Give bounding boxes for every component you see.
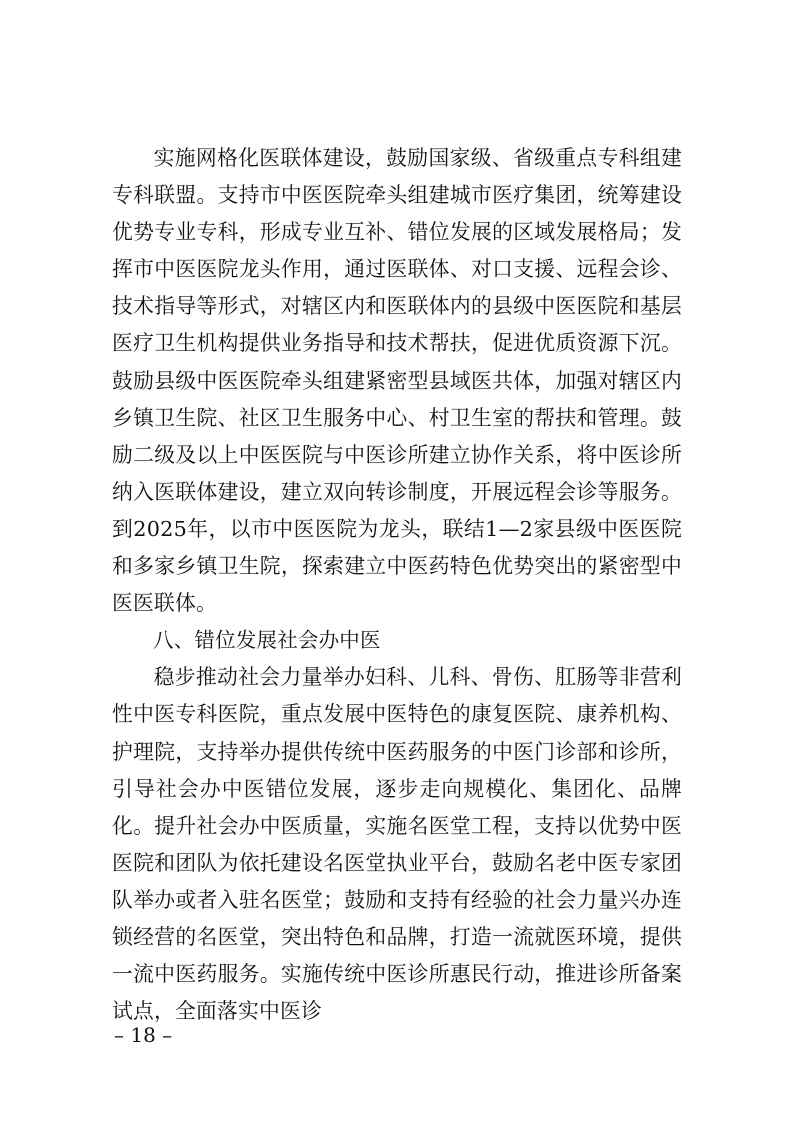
section-heading-social-tcm: 八、错位发展社会办中医 (153, 628, 381, 653)
paragraph-medical-alliance: 实施网格化医联体建设，鼓励国家级、省级重点专科组建专科联盟。支持市中医医院牵头组建城市医疗集团，统筹建设优势专业专科，形成专业互补、错位发展的区域发展格局；发挥市中医医院龙头作用，通过医联体、对口支援、远程会诊、技术指导等形式，对辖区内和医联体内的县级中医医院和基层医疗卫生机构提供业务指导和技术帮扶，促进优质资源下沉。鼓励县级中医医院牵头组建紧密型县域医共体，加强对辖区内乡镇卫生院、社区卫生服务中心、村卫生室的帮扶和管理。鼓励二级及以上中医医院与中医诊所建立协作关系，将中医诊所纳入医联体建设，建立双向转诊制度，开展远程会诊等服务。到2025年，以市中医医院为龙头，联结1—2家县级中医医院和多家乡镇卫生院，探索建立中医药特色优势突出的紧密型中医医联体。 (112, 146, 682, 616)
paragraph-social-tcm: 稳步推动社会力量举办妇科、儿科、骨伤、肛肠等非营利性中医专科医院，重点发展中医特色的康复医院、康养机构、护理院，支持举办提供传统中医药服务的中医门诊部和诊所，引导社会办中医错位发展，逐步走向规模化、集团化、品牌化。提升社会办中医质量，实施名医堂工程，支持以优势中医医院和团队为依托建设名医堂执业平台，鼓励名老中医专家团队举办或者入驻名医堂；鼓励和支持有经验的社会力量兴办连锁经营的名医堂，突出特色和品牌，打造一流就医环境，提供一流中医药服务。实施传统中医诊所惠民行动，推进诊所备案试点，全面落实中医诊 (112, 665, 682, 1024)
body-text (112, 140, 682, 1030)
page-number: – 18 – (114, 1023, 173, 1047)
